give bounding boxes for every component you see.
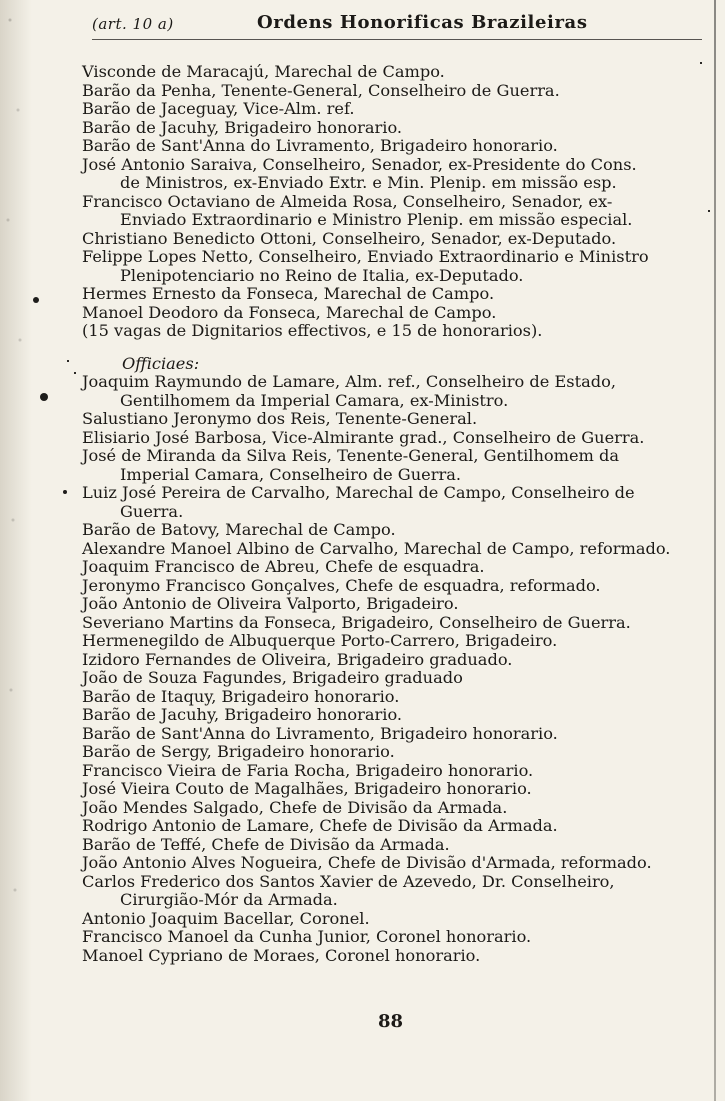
page-header bbox=[92, 12, 702, 36]
text-line: Alexandre Manoel Albino de Carvalho, Marechal de Campo, reformado. bbox=[82, 538, 671, 558]
margin-bullet-icon bbox=[40, 393, 48, 401]
text-line: Francisco Manoel da Cunha Junior, Coronel honorario. bbox=[82, 927, 532, 946]
text-line: José de Miranda da Silva Reis, Tenente-General, Gentilhomem da bbox=[82, 446, 620, 465]
text-line: Enviado Extraordinario e Ministro Plenip. em missão especial. bbox=[120, 210, 633, 229]
text-line: João Antonio Alves Nogueira, Chefe de Divisão d'Armada, reformado. bbox=[82, 853, 652, 872]
text-line: de Ministros, ex-Enviado Extr. e Min. Plenip. em missão esp. bbox=[120, 173, 617, 192]
margin-speck bbox=[67, 360, 69, 362]
margin-speck bbox=[74, 372, 76, 374]
margin-speck bbox=[708, 210, 710, 212]
text-line: Barão de Batovy, Marechal de Campo. bbox=[82, 520, 396, 539]
text-line: Plenipotenciario no Reino de Italia, ex-Deputado. bbox=[120, 265, 524, 285]
text-line: Joaquim Francisco de Abreu, Chefe de esquadra. bbox=[82, 557, 485, 576]
margin-speck bbox=[700, 62, 702, 64]
text-line: João de Souza Fagundes, Brigadeiro graduado bbox=[82, 668, 463, 687]
text-line: Gentilhomem da Imperial Camara, ex-Ministro. bbox=[120, 390, 509, 410]
document-body bbox=[82, 63, 712, 965]
text-line: Manoel Deodoro da Fonseca, Marechal de Campo. bbox=[82, 302, 497, 322]
margin-bullet-icon bbox=[33, 297, 39, 303]
text-line: Severiano Martins da Fonseca, Brigadeiro, Conselheiro de Guerra. bbox=[82, 612, 631, 632]
right-margin-line bbox=[714, 0, 716, 1101]
margin-bullet-icon bbox=[63, 490, 67, 494]
text-line: Barão de Sant'Anna do Livramento, Brigadeiro honorario. bbox=[82, 723, 558, 743]
text-line: Guerra. bbox=[120, 501, 184, 521]
text-line: Jeronymo Francisco Gonçalves, Chefe de esquadra, reformado. bbox=[82, 575, 601, 595]
text-line: Barão de Jaceguay, Vice-Alm. ref. bbox=[82, 99, 355, 118]
text-line: Francisco Vieira de Faria Rocha, Brigadeiro honorario. bbox=[82, 760, 534, 780]
text-line: Cirurgião-Mór da Armada. bbox=[120, 890, 338, 909]
text-line: Felippe Lopes Netto, Conselheiro, Enviado Extraordinario e Ministro bbox=[82, 247, 649, 266]
text-line: Barão de Jacuhy, Brigadeiro honorario. bbox=[82, 705, 403, 724]
text-line: Barão de Itaquy, Brigadeiro honorario. bbox=[82, 686, 400, 706]
text-line: Rodrigo Antonio de Lamare, Chefe de Divisão da Armada. bbox=[82, 816, 558, 835]
text-line: Barão de Sergy, Brigadeiro honorario. bbox=[82, 742, 395, 761]
text-line: Imperial Camara, Conselheiro de Guerra. bbox=[120, 464, 462, 484]
text-line: Luiz José Pereira de Carvalho, Marechal de Campo, Conselheiro de bbox=[82, 483, 635, 502]
header-title: Ordens Honorificas Brazileiras bbox=[257, 12, 588, 33]
text-line: Hermenegildo de Albuquerque Porto-Carrero, Brigadeiro. bbox=[82, 631, 558, 650]
text-line: Manoel Cypriano de Moraes, Coronel honorario. bbox=[82, 945, 481, 965]
text-line: Barão de Sant'Anna do Livramento, Brigadeiro honorario. bbox=[82, 136, 558, 155]
text-line: Salustiano Jeronymo dos Reis, Tenente-General. bbox=[82, 409, 478, 428]
header-article-label: (art. 10 a) bbox=[92, 15, 174, 33]
text-line: Carlos Frederico dos Santos Xavier de Azevedo, Dr. Conselheiro, bbox=[82, 871, 615, 891]
text-line: João Mendes Salgado, Chefe de Divisão da Armada. bbox=[82, 797, 508, 817]
text-line: (15 vagas de Dignitarios effectivos, e 15 de honorarios). bbox=[82, 321, 543, 340]
text-line: Izidoro Fernandes de Oliveira, Brigadeiro graduado. bbox=[82, 649, 513, 669]
text-line: Barão de Jacuhy, Brigadeiro honorario. bbox=[82, 117, 403, 137]
officials-heading: Officiaes: bbox=[122, 353, 200, 373]
text-line: Francisco Octaviano de Almeida Rosa, Conselheiro, Senador, ex- bbox=[82, 191, 613, 211]
text-line: Barão da Penha, Tenente-General, Conselheiro de Guerra. bbox=[82, 80, 560, 100]
left-margin-noise bbox=[0, 0, 32, 1101]
text-line: Barão de Teffé, Chefe de Divisão da Armada. bbox=[82, 834, 450, 854]
text-line: Elisiario José Barbosa, Vice-Almirante grad., Conselheiro de Guerra. bbox=[82, 427, 645, 447]
header-rule bbox=[92, 39, 702, 40]
text-line: José Antonio Saraiva, Conselheiro, Senador, ex-Presidente do Cons. bbox=[82, 154, 637, 174]
text-line: José Vieira Couto de Magalhães, Brigadeiro honorario. bbox=[82, 779, 532, 798]
text-line: Christiano Benedicto Ottoni, Conselheiro, Senador, ex-Deputado. bbox=[82, 228, 617, 248]
text-line: Antonio Joaquim Bacellar, Coronel. bbox=[82, 908, 370, 928]
text-line: Hermes Ernesto da Fonseca, Marechal de Campo. bbox=[82, 284, 495, 303]
text-line: Joaquim Raymundo de Lamare, Alm. ref., Conselheiro de Estado, bbox=[82, 372, 616, 391]
page-number: 88 bbox=[378, 1011, 404, 1032]
text-line: Visconde de Maracajú, Marechal de Campo. bbox=[82, 62, 445, 81]
text-line: João Antonio de Oliveira Valporto, Brigadeiro. bbox=[82, 594, 459, 613]
